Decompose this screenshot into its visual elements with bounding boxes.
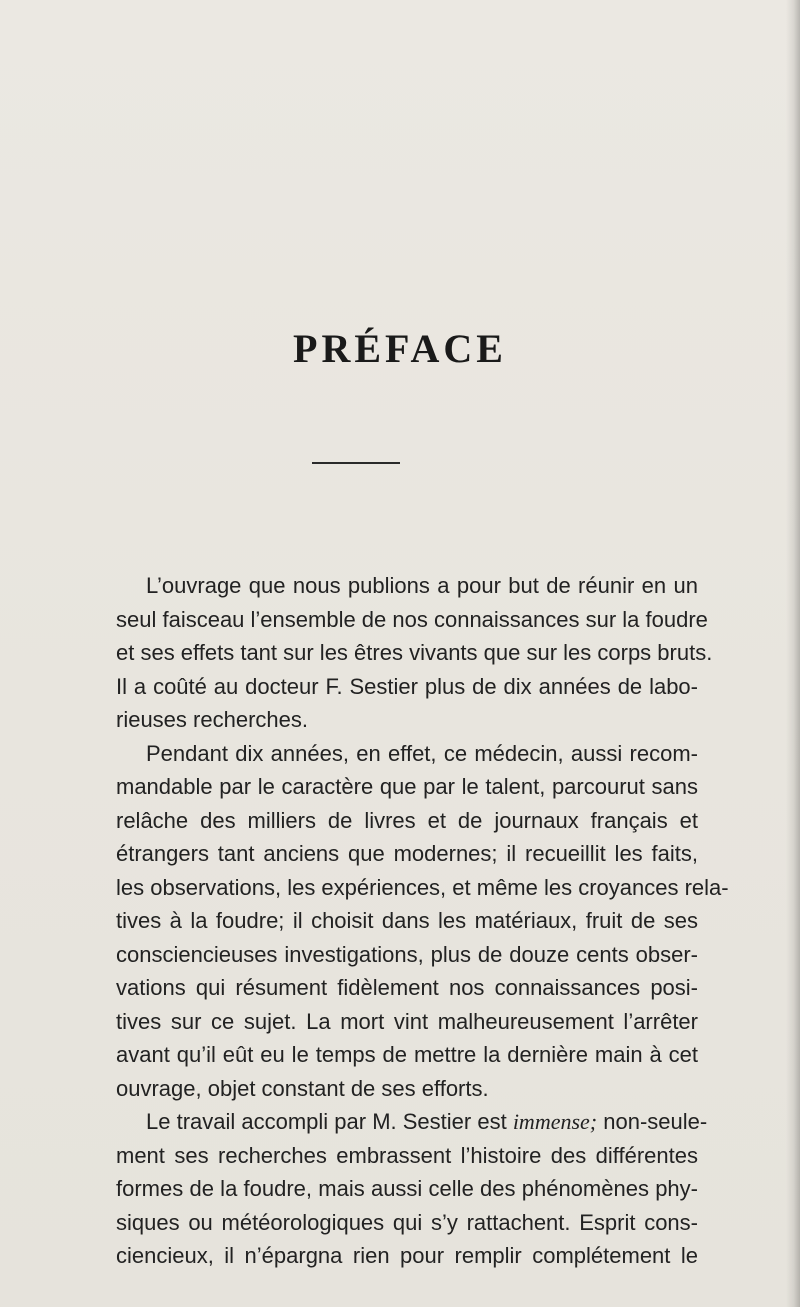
text-line: ciencieux, il n’épargna rien pour remplir complétement le <box>116 1243 698 1268</box>
text-line: seul faisceau l’ensemble de nos connaissances sur la foudre <box>116 606 708 632</box>
text-line: formes de la foudre, mais aussi celle des phénomènes phy- <box>116 1176 698 1201</box>
text-line: consciencieuses investigations, plus de douze cents obser- <box>116 941 698 967</box>
page-title: PRÉFACE <box>293 326 507 371</box>
title-divider <box>312 462 400 464</box>
text-line: siques ou météorologiques qui s’y rattachent. Esprit cons- <box>116 1209 698 1235</box>
text-line-with-emphasis <box>116 1105 708 1139</box>
text-line: avant qu’il eût eu le temps de mettre la dernière main à cet <box>116 1042 698 1067</box>
text-line: relâche des milliers de livres et de journaux français et <box>116 807 698 833</box>
text-line: les observations, les expériences, et même les croyances rela- <box>116 874 729 900</box>
text-line: Pendant dix années, en effet, ce médecin, aussi recom- <box>146 740 698 766</box>
text-segment: Le travail accompli par M. Sestier est <box>146 1109 513 1134</box>
text-line: étrangers tant anciens que modernes; il recueillit les faits, <box>116 841 698 866</box>
text-line: tives à la foudre; il choisit dans les matériaux, fruit de ses <box>116 908 698 933</box>
text-line: Il a coûté au docteur F. Sestier plus de dix années de labo- <box>116 673 698 699</box>
text-line: mandable par le caractère que par le talent, parcourut sans <box>116 774 698 799</box>
emphasis-word: immense; <box>512 1109 598 1134</box>
text-line: L’ouvrage que nous publions a pour but de réunir en un <box>146 573 698 598</box>
text-line: et ses effets tant sur les êtres vivants que sur les corps bruts. <box>116 640 713 665</box>
text-line: ment ses recherches embrassent l’histoire des différentes <box>116 1142 698 1168</box>
page-edge-shadow <box>786 0 800 1307</box>
text-line: ouvrage, objet constant de ses efforts. <box>116 1075 489 1101</box>
text-segment: non-seule- <box>597 1109 708 1134</box>
text-line: vations qui résument fidèlement nos connaissances posi- <box>116 975 698 1000</box>
preface-body <box>116 569 729 1273</box>
text-line: tives sur ce sujet. La mort vint malheureusement l’arrêter <box>116 1008 698 1034</box>
text-line: rieuses recherches. <box>116 707 308 732</box>
